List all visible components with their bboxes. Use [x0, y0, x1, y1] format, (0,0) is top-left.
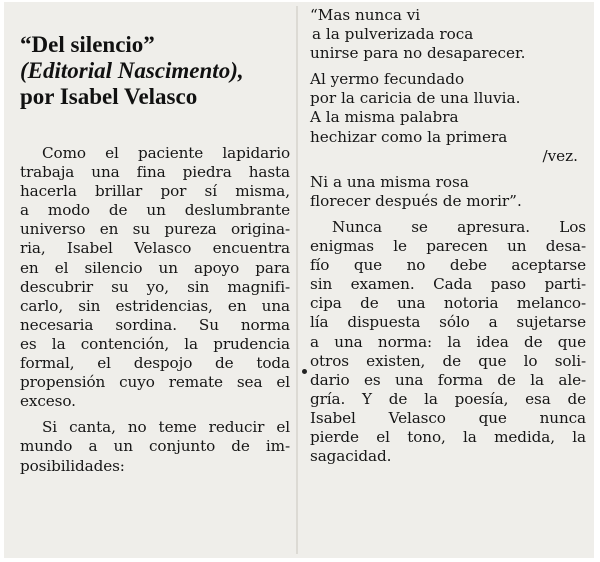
right-column	[310, 6, 586, 466]
text-line: posibilidades:	[20, 456, 125, 475]
article-headline	[20, 32, 290, 110]
left-column	[20, 32, 290, 476]
verse-line: por la caricia de una lluvia.	[310, 89, 521, 108]
headline-publisher: (Editorial Nascimento),	[20, 58, 244, 83]
ink-dot	[302, 369, 307, 374]
text-line: ria, Isabel Velasco encuentra	[20, 239, 290, 258]
text-line: fío que no debe aceptarse	[310, 256, 586, 275]
verse-line: florecer después de morir”.	[310, 191, 522, 210]
text-line: cipa de una notoria melanco-	[310, 294, 586, 313]
text-line: propensión cuyo remate sea el	[20, 373, 290, 392]
text-line: lía dispuesta sólo a sujetarse	[310, 313, 586, 332]
verse-line: “Mas nunca vi	[310, 6, 421, 24]
text-line: en el silencio un apoyo para	[20, 258, 290, 277]
verse-line: unirse para no desaparecer.	[310, 44, 526, 63]
column-divider	[296, 6, 298, 554]
text-line: Si canta, no teme reducir el	[42, 418, 290, 437]
verse-line: a la pulverizada roca	[312, 25, 474, 44]
verse-line: A la misma palabra	[310, 108, 459, 127]
verse-line: hechizar como la primera	[310, 127, 508, 146]
verse-line-continuation: /vez.	[542, 146, 578, 165]
verse-stanza-1	[310, 6, 586, 63]
text-line: Como el paciente lapidario	[42, 144, 290, 162]
verse-line: Ni a una misma rosa	[310, 172, 469, 191]
text-line: exceso.	[20, 392, 76, 411]
text-line: es la contención, la prudencia	[20, 334, 290, 353]
headline-author: por Isabel Velasco	[20, 84, 198, 109]
text-line: universo en su pureza origina-	[20, 220, 290, 239]
paragraph-1	[20, 144, 290, 411]
text-line: a modo de un deslumbrante	[20, 201, 290, 220]
text-line: gría. Y de la poesía, esa de	[310, 389, 586, 408]
text-line: trabaja una fina piedra hasta	[20, 163, 290, 182]
text-line: sin examen. Cada paso parti-	[310, 275, 586, 294]
text-line: a una norma: la idea de que	[310, 332, 586, 351]
paragraph-2	[20, 418, 290, 475]
text-line: Nunca se apresura. Los	[332, 217, 586, 236]
newspaper-clipping	[4, 2, 594, 558]
text-line: Isabel Velasco que nunca	[310, 408, 586, 427]
verse-stanza-2	[310, 70, 586, 165]
text-line: enigmas le parecen un desa-	[310, 237, 586, 256]
text-line: descubrir su yo, sin magnifi-	[20, 277, 290, 296]
text-line: otros existen, de que lo soli-	[310, 351, 586, 370]
text-line: mundo a un conjunto de im-	[20, 437, 290, 456]
verse-line: Al yermo fecundado	[310, 70, 465, 89]
text-line: hacerla brillar por sí misma,	[20, 182, 290, 201]
text-line: carlo, sin estridencias, en una	[20, 296, 290, 315]
headline-title: “Del silencio”	[20, 32, 155, 57]
text-line: sagacidad.	[310, 447, 392, 466]
text-line: pierde el tono, la medida, la	[310, 427, 586, 446]
text-line: formal, el despojo de toda	[20, 354, 290, 373]
paragraph-3	[310, 218, 586, 466]
text-line: necesaria sordina. Su norma	[20, 315, 290, 334]
verse-stanza-3	[310, 173, 586, 211]
text-line: dario es una forma de la ale-	[310, 370, 586, 389]
